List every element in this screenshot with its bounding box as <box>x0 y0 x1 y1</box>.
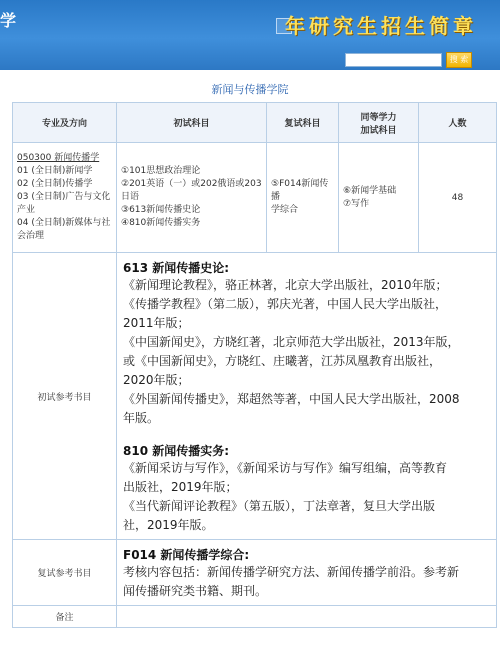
direction-line: 01 (全日制)新闻学 <box>17 166 93 176</box>
ref-line: 或《中国新闻史》，方晓红、庄曦著，江苏凤凰教育出版社， <box>123 354 442 368</box>
major-code[interactable]: 050300 新闻传播学 <box>17 153 100 163</box>
ref-section-title: 613 新闻传播史论: <box>123 261 230 275</box>
ref-section-title: F014 新闻传播学综合: <box>123 548 250 562</box>
header-retest-subjects: 复试科目 <box>267 103 339 143</box>
banner-left-text: 学 <box>0 11 17 30</box>
retest-subject-line: ⑤F014新闻传播 <box>271 179 329 202</box>
remarks-content <box>117 606 497 628</box>
ref-line: 2011年版； <box>123 316 190 330</box>
college-title: 新闻与传播学院 <box>211 83 289 96</box>
retest-subjects-cell <box>267 143 339 253</box>
ref-line: 考核内容包括：新闻传播学研究方法、新闻传播学前沿。参考新 <box>123 565 460 579</box>
ref-line: 年版。 <box>123 411 160 425</box>
header-initial-subjects: 初试科目 <box>117 103 267 143</box>
search-button[interactable]: 搜 索 <box>446 52 472 68</box>
ref-line: 《新闻采访与写作》，《新闻采访与写作》编写组编，高等教育 <box>123 461 448 475</box>
major-cell <box>13 143 117 253</box>
initial-refs-content <box>117 253 497 540</box>
header-major: 专业及方向 <box>13 103 117 143</box>
direction-line: 产业 <box>17 205 36 215</box>
initial-subjects-cell <box>117 143 267 253</box>
major-row <box>13 143 497 253</box>
retest-refs-row <box>13 540 497 606</box>
direction-line: 02 (全日制)传播学 <box>17 179 93 189</box>
ref-line: 《传播学教程》（第二版），郭庆光著，中国人民大学出版社， <box>123 297 448 311</box>
direction-line: 04 (全日制)新媒体与社 <box>17 218 111 228</box>
retest-subject-line: 学综合 <box>271 205 299 215</box>
header-banner <box>0 0 500 70</box>
search-input[interactable] <box>345 53 442 67</box>
initial-refs-row <box>13 253 497 540</box>
initial-subject-line: ①101思想政治理论 <box>121 166 201 176</box>
initial-subject-line: ③613新闻传播史论 <box>121 205 201 215</box>
equivalent-subject-line: ⑦写作 <box>343 198 370 209</box>
header-equivalent-line1: 同等学力 <box>360 112 397 123</box>
retest-refs-label: 复试参考书目 <box>13 540 117 606</box>
ref-line: 《当代新闻评论教程》（第五版），丁法章著，复旦大学出版 <box>123 499 436 513</box>
remarks-row <box>13 606 497 628</box>
header-equivalent-subjects <box>339 103 419 143</box>
retest-refs-content <box>117 540 497 606</box>
equivalent-subject-line: ⑥新闻学基础 <box>343 185 397 196</box>
ref-section-title: 810 新闻传播实务: <box>123 444 230 458</box>
ref-line: 闻传播研究类书籍、期刊。 <box>123 584 268 598</box>
enrollment-count: 48 <box>419 143 497 253</box>
ref-line: 社，2019年版。 <box>123 518 214 532</box>
header-count: 人数 <box>419 103 497 143</box>
table-header-row <box>13 103 497 143</box>
ref-line: 出版社，2019年版； <box>123 480 238 494</box>
header-equivalent-line2: 加试科目 <box>360 125 397 136</box>
banner-title: 年研究生招生简章 <box>285 14 477 38</box>
admissions-table <box>12 102 497 628</box>
initial-refs-label: 初试参考书目 <box>13 253 117 540</box>
equivalent-subjects-cell <box>339 143 419 253</box>
direction-line: 03 (全日制)广告与文化 <box>17 192 111 202</box>
initial-subject-line: 日语 <box>121 192 140 202</box>
ref-line: 《外国新闻传播史》，郑超然等著，中国人民大学出版社，2008 <box>123 392 460 406</box>
remarks-label: 备注 <box>13 606 117 628</box>
ref-line: 《新闻理论教程》，骆正林著，北京大学出版社，2010年版； <box>123 278 448 292</box>
ref-line: 2020年版； <box>123 373 190 387</box>
direction-line: 会治理 <box>17 231 45 241</box>
ref-line: 《中国新闻史》，方晓红著，北京师范大学出版社，2013年版， <box>123 335 460 349</box>
initial-subject-line: ④810新闻传播实务 <box>121 218 201 228</box>
initial-subject-line: ②201英语（一）或202俄语或203 <box>121 179 262 189</box>
